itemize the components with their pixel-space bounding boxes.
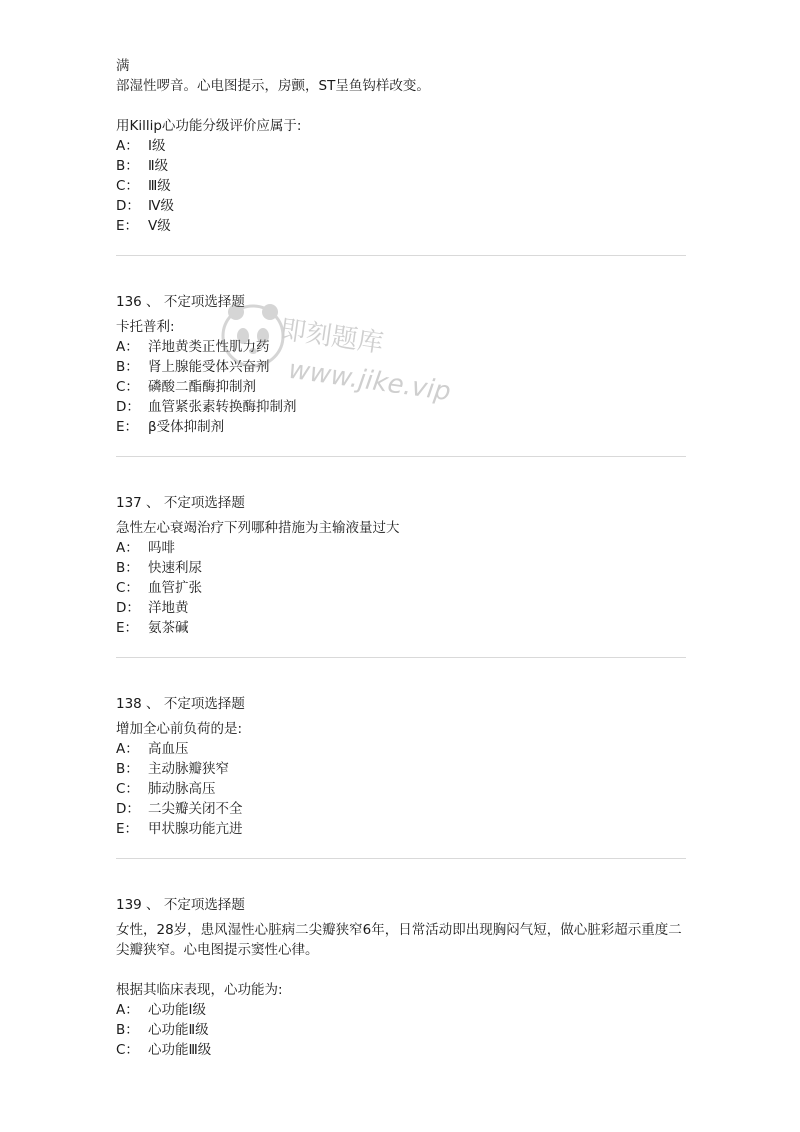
option-c[interactable]: C： Ⅲ级 <box>116 178 171 194</box>
option-b[interactable]: B： 主动脉瓣狭窄 <box>116 761 229 777</box>
blank-line <box>116 960 686 980</box>
question-stem: 增加全心前负荷的是: <box>116 721 243 737</box>
option-b[interactable]: B： Ⅱ级 <box>116 158 169 174</box>
option-a[interactable]: A： 洋地黄类正性肌力药 <box>116 339 270 355</box>
divider <box>116 456 686 457</box>
option-b[interactable]: B： 肾上腺能受体兴奋剂 <box>116 359 270 375</box>
question-header: 136 、 不定项选择题 <box>116 294 245 310</box>
option-a[interactable]: A： 吗啡 <box>116 540 175 556</box>
option-c[interactable]: C： 血管扩张 <box>116 580 202 596</box>
option-b[interactable]: B： 快速利尿 <box>116 560 202 576</box>
question-137 <box>116 493 686 638</box>
option-c[interactable]: C： 心功能Ⅲ级 <box>116 1042 212 1058</box>
blank-line <box>116 96 686 116</box>
question-header: 138 、 不定项选择题 <box>116 696 245 712</box>
document-page <box>116 56 686 1060</box>
option-c[interactable]: C： 磷酸二酯酶抑制剂 <box>116 379 256 395</box>
intro-line: 部湿性啰音。心电图提示，房颤，ST呈鱼钩样改变。 <box>116 78 430 94</box>
option-c[interactable]: C： 肺动脉高压 <box>116 781 216 797</box>
option-e[interactable]: E： 氨茶碱 <box>116 620 189 636</box>
question-header: 137 、 不定项选择题 <box>116 495 245 511</box>
question-136 <box>116 292 686 437</box>
watermark-text-cn: 即刻题库 <box>278 314 386 360</box>
option-a[interactable]: A： 心功能Ⅰ级 <box>116 1002 206 1018</box>
question-139 <box>116 895 686 1060</box>
option-a[interactable]: A： 高血压 <box>116 741 189 757</box>
question-header: 139 、 不定项选择题 <box>116 897 245 913</box>
option-a[interactable]: A： Ⅰ级 <box>116 138 166 154</box>
option-d[interactable]: D： 二尖瓣关闭不全 <box>116 801 243 817</box>
question-stem: 女性，28岁，患风湿性心脏病二尖瓣狭窄6年，日常活动即出现胸闷气短，做心脏彩超示重度二尖瓣狭窄。心电图提示窦性心律。 <box>116 922 682 958</box>
intro-line: 满 <box>116 58 130 74</box>
watermark-text-en: www.jike.vip <box>286 354 453 408</box>
option-d[interactable]: D： Ⅳ级 <box>116 198 174 214</box>
intro-question: 用Killip心功能分级评价应属于: <box>116 118 302 134</box>
divider <box>116 255 686 256</box>
question-stem-2: 根据其临床表现，心功能为: <box>116 982 283 998</box>
intro-block <box>116 56 686 236</box>
option-d[interactable]: D： 洋地黄 <box>116 600 189 616</box>
option-e[interactable]: E： Ⅴ级 <box>116 218 171 234</box>
question-138 <box>116 694 686 839</box>
question-stem: 卡托普利: <box>116 319 175 335</box>
divider <box>116 858 686 859</box>
divider <box>116 657 686 658</box>
option-e[interactable]: E： β受体抑制剂 <box>116 419 225 435</box>
option-e[interactable]: E： 甲状腺功能亢进 <box>116 821 243 837</box>
question-stem: 急性左心衰竭治疗下列哪种措施为主输液量过大 <box>116 520 400 536</box>
option-d[interactable]: D： 血管紧张素转换酶抑制剂 <box>116 399 297 415</box>
option-b[interactable]: B： 心功能Ⅱ级 <box>116 1022 209 1038</box>
